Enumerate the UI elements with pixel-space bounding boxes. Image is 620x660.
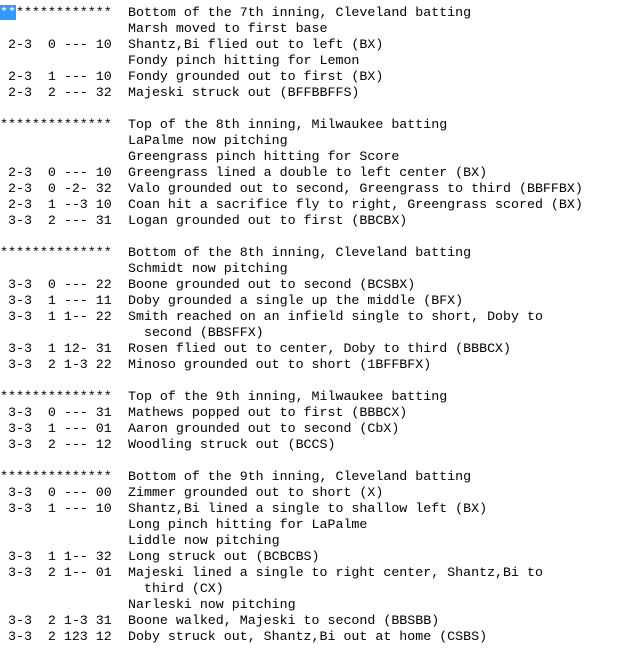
- play-line: [0, 37, 620, 53]
- prefix-text: 2-3 2 --- 32: [0, 85, 112, 100]
- prefix-text: 3-3 1 1-- 32: [0, 549, 112, 564]
- play-count-prefix: [0, 549, 128, 565]
- prefix-text: 3-3 2 --- 12: [0, 437, 112, 452]
- play-count-prefix: [0, 501, 128, 517]
- prefix-text: 3-3 1 --- 11: [0, 293, 112, 308]
- prefix-text: 3-3 1 --- 10: [0, 501, 112, 516]
- play-description: Long struck out (BCBCBS): [128, 549, 320, 564]
- play-description: Zimmer grounded out to short (X): [128, 485, 384, 500]
- play-line: [0, 357, 620, 373]
- play-count-prefix: [0, 565, 128, 581]
- play-description: Minoso grounded out to short (1BFFBFX): [128, 357, 432, 372]
- play-description: second (BBSFFX): [128, 325, 264, 340]
- play-count-prefix: [0, 341, 128, 357]
- play-count-prefix: [0, 437, 128, 453]
- play-count-prefix: [0, 325, 128, 341]
- play-line: [0, 549, 620, 565]
- section-gap: [0, 101, 620, 117]
- play-count-prefix: [0, 613, 128, 629]
- prefix-text: 3-3 0 --- 22: [0, 277, 112, 292]
- inning-header-text: Bottom of the 7th inning, Cleveland batting: [128, 5, 472, 20]
- play-line: [0, 485, 620, 501]
- play-line: [0, 533, 620, 549]
- play-count-prefix: [0, 357, 128, 373]
- play-description: Smith reached on an infield single to short, Doby to: [128, 309, 543, 324]
- play-line: [0, 293, 620, 309]
- play-description: Shantz,Bi lined a single to shallow left (BX): [128, 501, 488, 516]
- play-line: [0, 421, 620, 437]
- play-description: Logan grounded out to first (BBCBX): [128, 213, 408, 228]
- play-line: [0, 597, 620, 613]
- play-description: Doby grounded a single up the middle (BFX): [128, 293, 464, 308]
- play-description: Long pinch hitting for LaPalme: [128, 517, 368, 532]
- prefix-text: **************: [0, 469, 112, 484]
- play-line: [0, 213, 620, 229]
- play-description: Greengrass lined a double to left center (BX): [128, 165, 488, 180]
- prefix-text: 3-3 2 1-- 01: [0, 565, 112, 580]
- play-line: [0, 149, 620, 165]
- play-line: [0, 325, 620, 341]
- prefix-text: 3-3 2 123 12: [0, 629, 112, 644]
- play-count-prefix: [0, 485, 128, 501]
- play-description: Aaron grounded out to second (CbX): [128, 421, 400, 436]
- play-count-prefix: [0, 85, 128, 101]
- play-description: Shantz,Bi flied out to left (BX): [128, 37, 384, 52]
- play-description: Woodling struck out (BCCS): [128, 437, 336, 452]
- play-count-prefix: [0, 165, 128, 181]
- play-count-prefix: [0, 261, 128, 277]
- play-description: Doby struck out, Shantz,Bi out at home (CSBS): [128, 629, 488, 644]
- play-count-prefix: [0, 213, 128, 229]
- play-description: Coan hit a sacrifice fly to right, Greengrass scored (BX): [128, 197, 583, 212]
- play-description: Majeski lined a single to right center, Shantz,Bi to: [128, 565, 543, 580]
- play-count-prefix: [0, 309, 128, 325]
- play-count-prefix: [0, 5, 128, 21]
- play-count-prefix: [0, 37, 128, 53]
- play-count-prefix: [0, 421, 128, 437]
- play-count-prefix: [0, 149, 128, 165]
- play-count-prefix: [0, 133, 128, 149]
- prefix-text: 2-3 0 --- 10: [0, 165, 112, 180]
- play-description: Schmidt now pitching: [128, 261, 288, 276]
- play-description: third (CX): [128, 581, 224, 596]
- play-count-prefix: [0, 21, 128, 37]
- play-line: [0, 581, 620, 597]
- prefix-text: 3-3 1 --- 01: [0, 421, 112, 436]
- play-line: [0, 21, 620, 37]
- play-description: Narleski now pitching: [128, 597, 296, 612]
- play-line: [0, 85, 620, 101]
- play-count-prefix: [0, 69, 128, 85]
- play-count-prefix: [0, 181, 128, 197]
- play-count-prefix: [0, 597, 128, 613]
- play-description: Majeski struck out (BFFBBFFS): [128, 85, 360, 100]
- play-count-prefix: [0, 117, 128, 133]
- play-count-prefix: [0, 581, 128, 597]
- play-description: Fondy grounded out to first (BX): [128, 69, 384, 84]
- prefix-text: 3-3 2 --- 31: [0, 213, 112, 228]
- play-description: LaPalme now pitching: [128, 133, 288, 148]
- play-count-prefix: [0, 629, 128, 645]
- text-selection-highlight[interactable]: **: [0, 5, 16, 20]
- play-description: Rosen flied out to center, Doby to third (BBBCX): [128, 341, 512, 356]
- inning-header-line: [0, 117, 620, 133]
- prefix-text: **************: [0, 245, 112, 260]
- play-count-prefix: [0, 469, 128, 485]
- inning-header-text: Bottom of the 8th inning, Cleveland batting: [128, 245, 472, 260]
- play-line: [0, 309, 620, 325]
- inning-header-line: [0, 389, 620, 405]
- play-count-prefix: [0, 277, 128, 293]
- play-line: [0, 165, 620, 181]
- inning-header-line: [0, 5, 620, 21]
- play-count-prefix: [0, 389, 128, 405]
- section-gap: [0, 373, 620, 389]
- prefix-text: 3-3 2 1-3 31: [0, 613, 112, 628]
- inning-header-line: [0, 245, 620, 261]
- play-line: [0, 53, 620, 69]
- play-description: Greengrass pinch hitting for Score: [128, 149, 400, 164]
- play-line: [0, 181, 620, 197]
- play-line: [0, 437, 620, 453]
- play-line: [0, 517, 620, 533]
- prefix-text: 3-3 1 1-- 22: [0, 309, 112, 324]
- play-line: [0, 261, 620, 277]
- inning-header-text: Bottom of the 9th inning, Cleveland batting: [128, 469, 472, 484]
- prefix-text: **************: [0, 117, 112, 132]
- prefix-text: 3-3 2 1-3 22: [0, 357, 112, 372]
- prefix-text: **************: [0, 389, 112, 404]
- play-line: [0, 277, 620, 293]
- play-line: [0, 133, 620, 149]
- prefix-text: 2-3 0 --- 10: [0, 37, 112, 52]
- play-description: Liddle now pitching: [128, 533, 280, 548]
- play-line: [0, 629, 620, 645]
- play-description: Mathews popped out to first (BBBCX): [128, 405, 408, 420]
- section-gap: [0, 229, 620, 245]
- play-line: [0, 69, 620, 85]
- play-line: [0, 613, 620, 629]
- prefix-text: ************: [15, 5, 112, 20]
- play-line: [0, 565, 620, 581]
- play-by-play-log: [0, 5, 620, 645]
- play-description: Boone walked, Majeski to second (BBSBB): [128, 613, 440, 628]
- play-count-prefix: [0, 533, 128, 549]
- prefix-text: 2-3 1 --3 10: [0, 197, 112, 212]
- play-count-prefix: [0, 245, 128, 261]
- inning-header-text: Top of the 9th inning, Milwaukee batting: [128, 389, 448, 404]
- play-count-prefix: [0, 293, 128, 309]
- prefix-text: 2-3 1 --- 10: [0, 69, 112, 84]
- play-description: Boone grounded out to second (BCSBX): [128, 277, 416, 292]
- prefix-text: 2-3 0 -2- 32: [0, 181, 112, 196]
- play-line: [0, 405, 620, 421]
- play-count-prefix: [0, 517, 128, 533]
- prefix-text: 3-3 0 --- 00: [0, 485, 112, 500]
- play-count-prefix: [0, 53, 128, 69]
- inning-header-text: Top of the 8th inning, Milwaukee batting: [128, 117, 448, 132]
- prefix-text: 3-3 0 --- 31: [0, 405, 112, 420]
- play-line: [0, 501, 620, 517]
- section-gap: [0, 453, 620, 469]
- inning-header-line: [0, 469, 620, 485]
- prefix-text: 3-3 1 12- 31: [0, 341, 112, 356]
- play-line: [0, 197, 620, 213]
- play-count-prefix: [0, 405, 128, 421]
- play-description: Marsh moved to first base: [128, 21, 328, 36]
- play-count-prefix: [0, 197, 128, 213]
- play-line: [0, 341, 620, 357]
- play-description: Valo grounded out to second, Greengrass to third (BBFFBX): [128, 181, 583, 196]
- play-description: Fondy pinch hitting for Lemon: [128, 53, 360, 68]
